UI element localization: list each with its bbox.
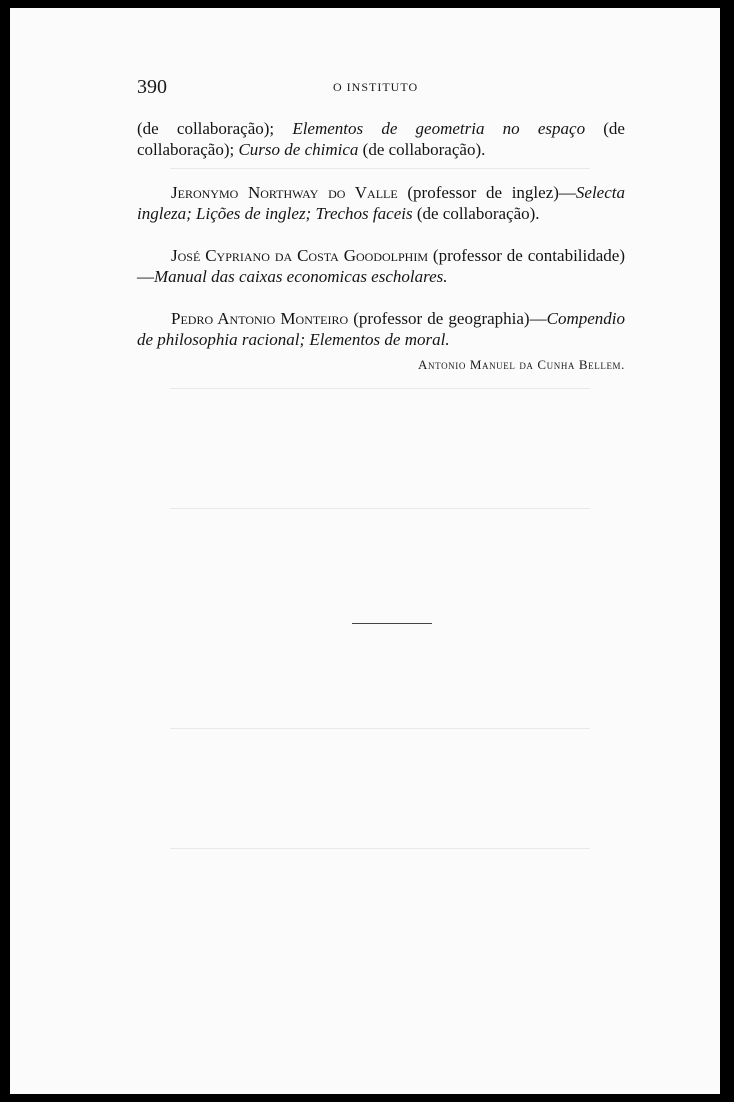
book-title: Compendio de philosophia racional; Elementos de moral.	[137, 309, 625, 349]
text-segment: (professor de geographia)—	[348, 309, 547, 328]
author-name: Pedro Antonio Monteiro	[171, 309, 349, 328]
book-title: Curso de chimica	[238, 140, 359, 159]
book-title: Elementos de geometria no espaço	[292, 119, 586, 138]
text-segment: (de collaboração).	[412, 204, 540, 223]
page-header	[137, 76, 627, 102]
paragraph-continuation	[137, 118, 625, 160]
section-divider	[352, 623, 432, 624]
running-head: O INSTITUTO	[333, 80, 419, 94]
bleed-through-line	[170, 728, 590, 729]
bleed-through-line	[170, 508, 590, 509]
paragraph-entry	[137, 182, 625, 224]
book-title: Manual das caixas economicas escholares.	[154, 267, 448, 286]
author-name: José Cypriano da Costa Goodolphim	[171, 246, 428, 265]
page-number: 390	[137, 76, 167, 98]
book-title: Selecta ingleza; Lições de inglez; Trechos faceis	[137, 183, 625, 223]
author-name: Jeronymo Northway do Valle	[171, 183, 398, 202]
bleed-through-line	[170, 848, 590, 849]
text-segment: (professor de contabilidade)—	[137, 246, 625, 286]
text-segment: (professor de inglez)—	[397, 183, 576, 202]
text-segment: (de collaboração);	[137, 119, 293, 138]
text-segment: (de collaboração);	[137, 119, 625, 159]
text-segment: (de collaboração).	[358, 140, 486, 159]
paragraph-entry	[137, 308, 625, 350]
page-body	[137, 118, 625, 372]
paragraph-entry	[137, 245, 625, 287]
bleed-through-line	[170, 388, 590, 389]
signature: Antonio Manuel da Cunha Bellem.	[418, 357, 625, 372]
